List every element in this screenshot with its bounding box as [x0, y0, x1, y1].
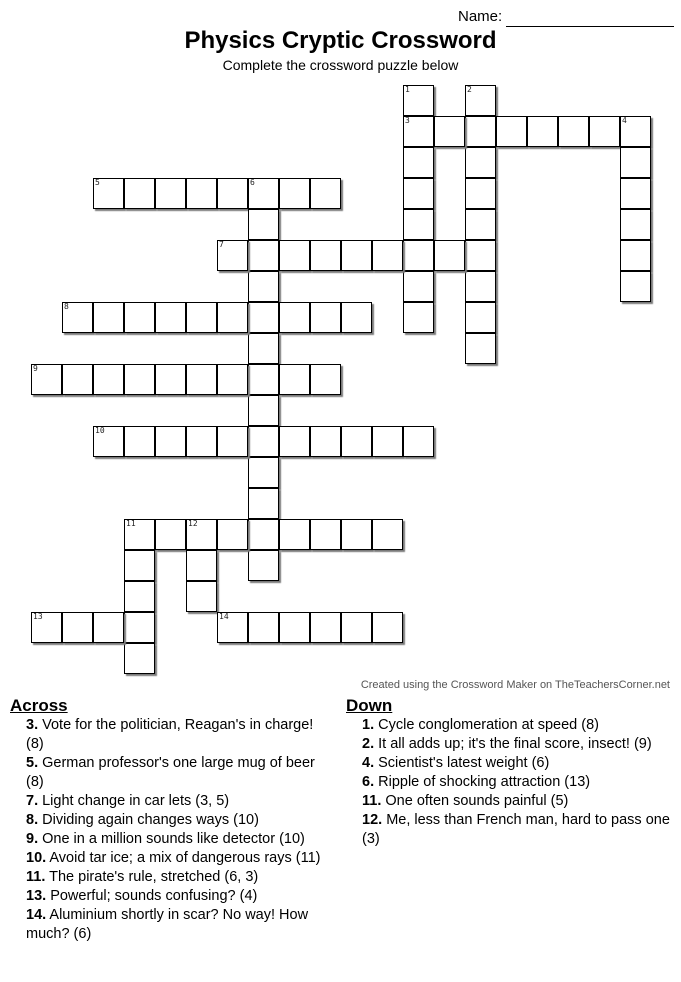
grid-cell[interactable] [372, 426, 403, 457]
clue-number: 9. [26, 831, 39, 847]
clue-number: 5. [26, 755, 39, 771]
grid-cell[interactable] [217, 302, 248, 333]
cell-number: 2 [467, 85, 472, 94]
grid-cell[interactable] [31, 364, 62, 395]
grid-cell[interactable] [403, 240, 434, 271]
grid-cell[interactable] [279, 302, 310, 333]
grid-cell[interactable] [465, 240, 496, 271]
grid-cell[interactable] [620, 240, 651, 271]
grid-cell[interactable] [62, 364, 93, 395]
clue-text: Ripple of shocking attraction (13) [374, 774, 591, 790]
cell-number: 5 [95, 178, 100, 187]
grid-cell[interactable] [279, 519, 310, 550]
grid-cell[interactable] [403, 271, 434, 302]
across-heading: Across [10, 696, 68, 715]
grid-cell[interactable] [465, 333, 496, 364]
grid-cell[interactable] [310, 612, 341, 643]
clue-number: 12. [362, 812, 383, 828]
grid-cell[interactable] [248, 550, 279, 581]
grid-cell[interactable] [403, 85, 434, 116]
cell-number: 11 [126, 519, 136, 528]
grid-cell[interactable] [155, 302, 186, 333]
grid-cell[interactable] [186, 581, 217, 612]
grid-cell[interactable] [217, 364, 248, 395]
grid-cell[interactable] [124, 643, 155, 674]
down-clue [346, 716, 672, 735]
grid-cell[interactable] [248, 426, 279, 457]
grid-cell[interactable] [217, 178, 248, 209]
grid-cell[interactable] [217, 240, 248, 271]
grid-cell[interactable] [279, 364, 310, 395]
clue-text: Dividing again changes ways (10) [38, 812, 259, 828]
grid-cell[interactable] [93, 178, 124, 209]
cell-number: 10 [95, 426, 105, 435]
grid-cell[interactable] [248, 612, 279, 643]
grid-cell[interactable] [341, 519, 372, 550]
grid-cell[interactable] [186, 178, 217, 209]
grid-cell[interactable] [155, 178, 186, 209]
grid-cell[interactable] [434, 240, 465, 271]
grid-cell[interactable] [93, 364, 124, 395]
grid-cell[interactable] [465, 178, 496, 209]
grid-cell[interactable] [124, 302, 155, 333]
across-clue [10, 754, 335, 792]
clue-number: 11. [362, 793, 382, 809]
grid-cell[interactable] [465, 85, 496, 116]
down-clue [346, 735, 672, 754]
grid-cell[interactable] [620, 209, 651, 240]
grid-cell[interactable] [186, 426, 217, 457]
grid-cell[interactable] [372, 240, 403, 271]
credit-line: Created using the Crossword Maker on TheTeachersCorner.net [360, 679, 670, 691]
grid-cell[interactable] [589, 116, 620, 147]
grid-cell[interactable] [403, 147, 434, 178]
clue-text: Powerful; sounds confusing? (4) [46, 888, 258, 904]
grid-cell[interactable] [279, 240, 310, 271]
clue-text: It all adds up; it's the final score, insect! (9) [374, 736, 652, 752]
grid-cell[interactable] [248, 240, 279, 271]
clue-text: One often sounds painful (5) [381, 793, 569, 809]
grid-cell[interactable] [62, 612, 93, 643]
grid-cell[interactable] [248, 519, 279, 550]
grid-cell[interactable] [31, 612, 62, 643]
clue-text: Vote for the politician, Reagan's in charge! (8) [26, 717, 314, 752]
grid-cell[interactable] [155, 426, 186, 457]
grid-cell[interactable] [248, 209, 279, 240]
across-clue [10, 906, 335, 944]
clue-text: Aluminium shortly in scar? No way! How much? (6) [26, 907, 309, 942]
clue-text: Cycle conglomeration at speed (8) [374, 717, 599, 733]
grid-cell[interactable] [93, 302, 124, 333]
across-clues [10, 696, 335, 944]
grid-cell[interactable] [248, 488, 279, 519]
grid-cell[interactable] [186, 364, 217, 395]
grid-cell[interactable] [310, 364, 341, 395]
cell-number: 1 [405, 85, 410, 94]
grid-cell[interactable] [372, 519, 403, 550]
grid-cell[interactable] [341, 240, 372, 271]
grid-cell[interactable] [465, 116, 496, 147]
cell-number: 3 [405, 116, 410, 125]
clue-text: The pirate's rule, stretched (6, 3) [45, 869, 259, 885]
cell-number: 8 [64, 302, 69, 311]
grid-cell[interactable] [217, 426, 248, 457]
grid-cell[interactable] [124, 612, 155, 643]
name-label: Name: [458, 8, 503, 25]
grid-cell[interactable] [403, 302, 434, 333]
clue-number: 1. [362, 717, 375, 733]
grid-cell[interactable] [620, 147, 651, 178]
grid-cell[interactable] [558, 116, 589, 147]
page-subtitle: Complete the crossword puzzle below [222, 57, 459, 73]
grid-cell[interactable] [124, 364, 155, 395]
grid-cell[interactable] [155, 519, 186, 550]
cell-number: 14 [219, 612, 229, 621]
clue-text: Avoid tar ice; a mix of dangerous rays (11) [46, 850, 321, 866]
cell-number: 12 [188, 519, 198, 528]
grid-cell[interactable] [279, 426, 310, 457]
down-clues [346, 696, 672, 849]
grid-cell[interactable] [279, 612, 310, 643]
cell-number: 4 [622, 116, 627, 125]
grid-cell[interactable] [217, 519, 248, 550]
clue-number: 14. [26, 907, 47, 923]
grid-cell[interactable] [248, 271, 279, 302]
across-clue [10, 849, 335, 868]
page-title: Physics Cryptic Crossword [184, 27, 497, 54]
grid-cell[interactable] [403, 426, 434, 457]
grid-cell[interactable] [341, 612, 372, 643]
grid-cell[interactable] [248, 395, 279, 426]
clue-text: German professor's one large mug of beer (8) [26, 755, 315, 790]
cell-number: 13 [33, 612, 43, 621]
grid-cell[interactable] [310, 519, 341, 550]
grid-cell[interactable] [124, 550, 155, 581]
across-clue [10, 868, 335, 887]
grid-cell[interactable] [620, 271, 651, 302]
down-clue-list [346, 716, 672, 849]
clue-number: 8. [26, 812, 39, 828]
grid-cell[interactable] [155, 364, 186, 395]
grid-cell[interactable] [310, 178, 341, 209]
grid-cell[interactable] [186, 519, 217, 550]
grid-cell[interactable] [341, 302, 372, 333]
down-clue [346, 792, 672, 811]
grid-cell[interactable] [496, 116, 527, 147]
grid-cell[interactable] [93, 426, 124, 457]
clue-text: Scientist's latest weight (6) [374, 755, 550, 771]
grid-cell[interactable] [248, 364, 279, 395]
across-clue [10, 716, 335, 754]
clue-text: One in a million sounds like detector (10) [38, 831, 305, 847]
grid-cell[interactable] [248, 302, 279, 333]
grid-cell[interactable] [465, 147, 496, 178]
down-heading: Down [346, 696, 393, 715]
cell-number: 9 [33, 364, 38, 373]
grid-cell[interactable] [248, 457, 279, 488]
grid-cell[interactable] [124, 178, 155, 209]
clue-text: Me, less than French man, hard to pass one (3) [362, 812, 670, 847]
cell-number: 7 [219, 240, 224, 249]
clue-number: 10. [26, 850, 47, 866]
grid-cell[interactable] [124, 519, 155, 550]
down-clue [346, 773, 672, 792]
grid-cell[interactable] [217, 612, 248, 643]
across-clue-list [10, 716, 335, 944]
clue-text: Light change in car lets (3, 5) [38, 793, 230, 809]
clue-number: 13. [26, 888, 47, 904]
down-clue [346, 811, 672, 849]
grid-cell[interactable] [310, 426, 341, 457]
grid-cell[interactable] [403, 209, 434, 240]
grid-cell[interactable] [372, 612, 403, 643]
grid-cell[interactable] [248, 333, 279, 364]
clue-number: 7. [26, 793, 39, 809]
grid-cell[interactable] [341, 426, 372, 457]
across-clue [10, 792, 335, 811]
grid-cell[interactable] [527, 116, 558, 147]
grid-cell[interactable] [93, 612, 124, 643]
grid-cell[interactable] [465, 271, 496, 302]
grid-cell[interactable] [310, 302, 341, 333]
cell-number: 6 [250, 178, 255, 187]
down-clue [346, 754, 672, 773]
clue-number: 6. [362, 774, 375, 790]
grid-cell[interactable] [403, 116, 434, 147]
clue-number: 3. [26, 717, 39, 733]
grid-cell[interactable] [186, 302, 217, 333]
across-clue [10, 811, 335, 830]
grid-cell[interactable] [465, 209, 496, 240]
grid-cell[interactable] [403, 178, 434, 209]
grid-cell[interactable] [62, 302, 93, 333]
grid-cell[interactable] [465, 302, 496, 333]
clue-number: 4. [362, 755, 375, 771]
grid-cell[interactable] [279, 178, 310, 209]
grid-cell[interactable] [620, 116, 651, 147]
across-clue [10, 887, 335, 906]
grid-cell[interactable] [434, 116, 465, 147]
grid-cell[interactable] [248, 178, 279, 209]
grid-cell[interactable] [124, 581, 155, 612]
grid-cell[interactable] [124, 426, 155, 457]
clue-number: 2. [362, 736, 375, 752]
clue-number: 11. [26, 869, 46, 885]
grid-cell[interactable] [310, 240, 341, 271]
grid-cell[interactable] [620, 178, 651, 209]
across-clue [10, 830, 335, 849]
grid-cell[interactable] [186, 550, 217, 581]
